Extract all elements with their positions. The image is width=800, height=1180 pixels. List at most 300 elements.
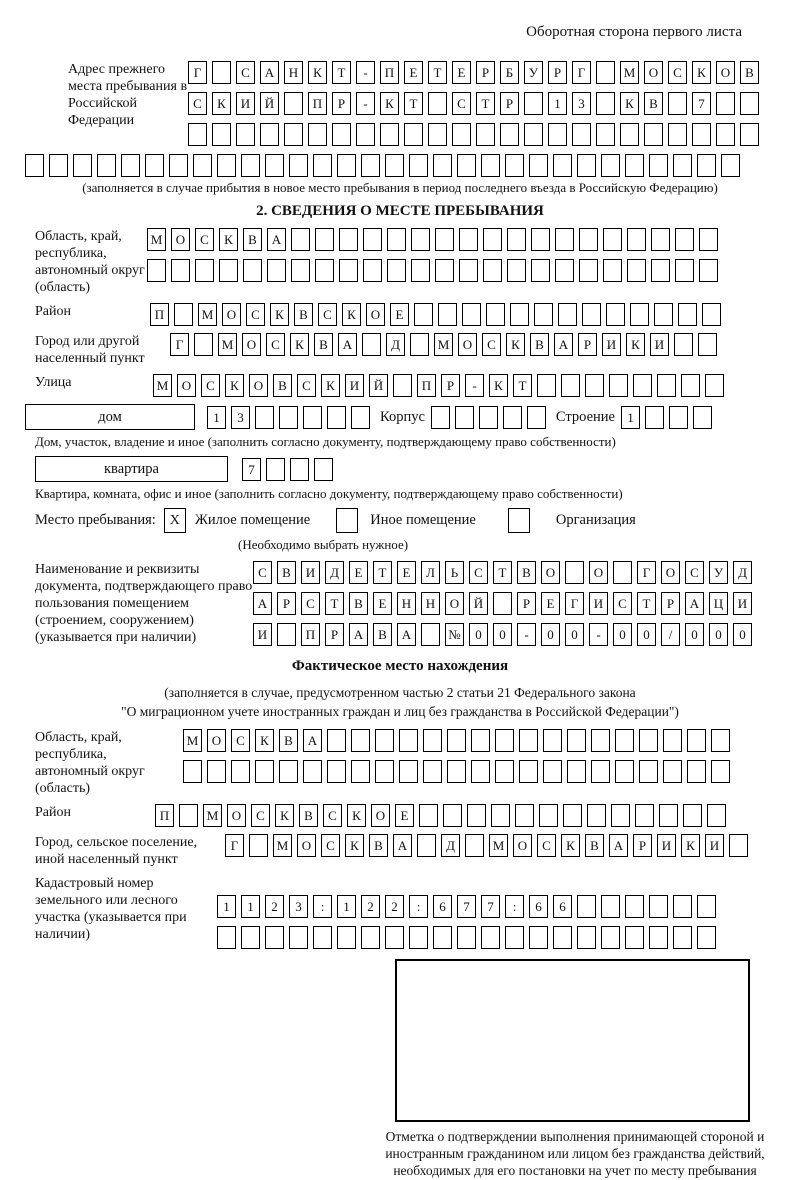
char-cell[interactable]: М bbox=[198, 303, 217, 326]
char-cell[interactable] bbox=[363, 259, 382, 282]
char-cell[interactable] bbox=[639, 760, 658, 783]
char-cell[interactable]: М bbox=[620, 61, 639, 84]
char-cell[interactable] bbox=[702, 303, 721, 326]
char-cell[interactable]: 7 bbox=[457, 895, 476, 918]
char-cell[interactable] bbox=[606, 303, 625, 326]
char-cell[interactable]: А bbox=[609, 834, 628, 857]
char-cell[interactable] bbox=[212, 61, 231, 84]
char-cell[interactable] bbox=[431, 406, 450, 429]
char-cell[interactable] bbox=[596, 92, 615, 115]
char-cell[interactable] bbox=[409, 154, 428, 177]
char-cell[interactable] bbox=[740, 123, 759, 146]
char-cell[interactable] bbox=[327, 760, 346, 783]
char-cell[interactable]: О bbox=[227, 804, 246, 827]
char-cell[interactable]: П bbox=[380, 61, 399, 84]
char-cell[interactable]: О bbox=[589, 561, 608, 584]
char-cell[interactable]: С bbox=[297, 374, 316, 397]
char-cell[interactable]: К bbox=[620, 92, 639, 115]
char-cell[interactable] bbox=[249, 834, 268, 857]
char-cell[interactable]: К bbox=[681, 834, 700, 857]
char-cell[interactable] bbox=[555, 259, 574, 282]
char-cell[interactable] bbox=[674, 333, 693, 356]
char-cell[interactable]: Е bbox=[373, 592, 392, 615]
char-cell[interactable]: К bbox=[212, 92, 231, 115]
char-cell[interactable]: : bbox=[313, 895, 332, 918]
char-cell[interactable] bbox=[649, 895, 668, 918]
char-cell[interactable] bbox=[447, 729, 466, 752]
char-cell[interactable] bbox=[308, 123, 327, 146]
char-cell[interactable] bbox=[625, 154, 644, 177]
char-cell[interactable]: Т bbox=[493, 561, 512, 584]
char-cell[interactable] bbox=[697, 895, 716, 918]
char-cell[interactable] bbox=[414, 303, 433, 326]
char-cell[interactable] bbox=[465, 834, 484, 857]
char-cell[interactable]: 2 bbox=[385, 895, 404, 918]
char-cell[interactable] bbox=[510, 303, 529, 326]
char-cell[interactable]: В bbox=[299, 804, 318, 827]
char-cell[interactable]: А bbox=[397, 623, 416, 646]
char-cell[interactable] bbox=[266, 458, 285, 481]
char-cell[interactable] bbox=[645, 406, 664, 429]
char-cell[interactable]: Т bbox=[513, 374, 532, 397]
char-cell[interactable] bbox=[356, 123, 375, 146]
apartment-type-box[interactable]: квартира bbox=[35, 456, 228, 482]
char-cell[interactable]: 1 bbox=[241, 895, 260, 918]
char-cell[interactable] bbox=[587, 804, 606, 827]
char-cell[interactable] bbox=[25, 154, 44, 177]
char-cell[interactable] bbox=[284, 92, 303, 115]
char-cell[interactable]: С bbox=[301, 592, 320, 615]
char-cell[interactable] bbox=[433, 154, 452, 177]
char-cell[interactable] bbox=[452, 123, 471, 146]
char-cell[interactable] bbox=[289, 926, 308, 949]
char-cell[interactable] bbox=[481, 926, 500, 949]
char-cell[interactable] bbox=[537, 374, 556, 397]
organization-checkbox[interactable] bbox=[508, 508, 530, 533]
char-cell[interactable]: М bbox=[218, 333, 237, 356]
char-cell[interactable] bbox=[265, 926, 284, 949]
char-cell[interactable] bbox=[649, 926, 668, 949]
char-cell[interactable] bbox=[596, 123, 615, 146]
char-cell[interactable] bbox=[558, 303, 577, 326]
char-cell[interactable]: В bbox=[644, 92, 663, 115]
char-cell[interactable] bbox=[555, 228, 574, 251]
char-cell[interactable]: С bbox=[482, 333, 501, 356]
char-cell[interactable] bbox=[561, 374, 580, 397]
char-cell[interactable]: 3 bbox=[572, 92, 591, 115]
char-cell[interactable]: М bbox=[489, 834, 508, 857]
char-cell[interactable] bbox=[219, 259, 238, 282]
char-cell[interactable] bbox=[332, 123, 351, 146]
char-cell[interactable] bbox=[193, 154, 212, 177]
char-cell[interactable]: К bbox=[321, 374, 340, 397]
char-cell[interactable] bbox=[491, 804, 510, 827]
char-cell[interactable]: / bbox=[661, 623, 680, 646]
char-cell[interactable] bbox=[457, 154, 476, 177]
char-cell[interactable] bbox=[476, 123, 495, 146]
char-cell[interactable]: И bbox=[657, 834, 676, 857]
char-cell[interactable]: В bbox=[517, 561, 536, 584]
char-cell[interactable] bbox=[565, 561, 584, 584]
char-cell[interactable] bbox=[387, 259, 406, 282]
char-cell[interactable]: О bbox=[297, 834, 316, 857]
char-cell[interactable] bbox=[290, 458, 309, 481]
char-cell[interactable]: 7 bbox=[242, 458, 261, 481]
char-cell[interactable]: О bbox=[222, 303, 241, 326]
char-cell[interactable] bbox=[539, 804, 558, 827]
char-cell[interactable]: С bbox=[231, 729, 250, 752]
char-cell[interactable]: В bbox=[740, 61, 759, 84]
char-cell[interactable]: М bbox=[183, 729, 202, 752]
char-cell[interactable]: 6 bbox=[433, 895, 452, 918]
char-cell[interactable] bbox=[663, 729, 682, 752]
char-cell[interactable] bbox=[519, 729, 538, 752]
char-cell[interactable]: О bbox=[513, 834, 532, 857]
char-cell[interactable] bbox=[409, 926, 428, 949]
char-cell[interactable]: Р bbox=[332, 92, 351, 115]
char-cell[interactable] bbox=[507, 228, 526, 251]
char-cell[interactable]: С bbox=[236, 61, 255, 84]
char-cell[interactable]: С bbox=[321, 834, 340, 857]
house-type-box[interactable]: дом bbox=[25, 404, 195, 430]
char-cell[interactable]: Р bbox=[277, 592, 296, 615]
char-cell[interactable] bbox=[241, 926, 260, 949]
char-cell[interactable]: И bbox=[253, 623, 272, 646]
char-cell[interactable]: К bbox=[489, 374, 508, 397]
char-cell[interactable] bbox=[681, 374, 700, 397]
char-cell[interactable]: С bbox=[201, 374, 220, 397]
char-cell[interactable]: Й bbox=[469, 592, 488, 615]
char-cell[interactable]: А bbox=[303, 729, 322, 752]
char-cell[interactable]: С bbox=[253, 561, 272, 584]
char-cell[interactable]: Г bbox=[170, 333, 189, 356]
char-cell[interactable]: И bbox=[589, 592, 608, 615]
char-cell[interactable] bbox=[375, 729, 394, 752]
char-cell[interactable]: К bbox=[345, 834, 364, 857]
char-cell[interactable] bbox=[459, 228, 478, 251]
char-cell[interactable]: О bbox=[242, 333, 261, 356]
char-cell[interactable] bbox=[625, 895, 644, 918]
char-cell[interactable] bbox=[503, 406, 522, 429]
char-cell[interactable]: К bbox=[255, 729, 274, 752]
char-cell[interactable] bbox=[313, 154, 332, 177]
char-cell[interactable]: В bbox=[314, 333, 333, 356]
char-cell[interactable] bbox=[603, 259, 622, 282]
char-cell[interactable]: Д bbox=[325, 561, 344, 584]
char-cell[interactable] bbox=[385, 926, 404, 949]
char-cell[interactable] bbox=[548, 123, 567, 146]
char-cell[interactable] bbox=[188, 123, 207, 146]
char-cell[interactable]: Д bbox=[733, 561, 752, 584]
char-cell[interactable]: Р bbox=[633, 834, 652, 857]
char-cell[interactable]: - bbox=[589, 623, 608, 646]
char-cell[interactable] bbox=[417, 834, 436, 857]
char-cell[interactable] bbox=[601, 895, 620, 918]
char-cell[interactable]: А bbox=[393, 834, 412, 857]
char-cell[interactable]: Т bbox=[404, 92, 423, 115]
char-cell[interactable]: П bbox=[150, 303, 169, 326]
char-cell[interactable]: В bbox=[369, 834, 388, 857]
char-cell[interactable] bbox=[673, 895, 692, 918]
char-cell[interactable] bbox=[284, 123, 303, 146]
char-cell[interactable] bbox=[582, 303, 601, 326]
char-cell[interactable] bbox=[577, 895, 596, 918]
char-cell[interactable] bbox=[404, 123, 423, 146]
char-cell[interactable] bbox=[277, 623, 296, 646]
char-cell[interactable]: Г bbox=[188, 61, 207, 84]
char-cell[interactable] bbox=[553, 154, 572, 177]
char-cell[interactable]: С bbox=[537, 834, 556, 857]
char-cell[interactable]: С bbox=[246, 303, 265, 326]
char-cell[interactable] bbox=[351, 760, 370, 783]
char-cell[interactable]: С bbox=[266, 333, 285, 356]
char-cell[interactable]: 0 bbox=[709, 623, 728, 646]
char-cell[interactable] bbox=[147, 259, 166, 282]
other-premise-checkbox[interactable] bbox=[336, 508, 358, 533]
char-cell[interactable] bbox=[255, 406, 274, 429]
char-cell[interactable] bbox=[471, 760, 490, 783]
char-cell[interactable]: Г bbox=[225, 834, 244, 857]
char-cell[interactable] bbox=[411, 259, 430, 282]
char-cell[interactable]: Т bbox=[637, 592, 656, 615]
char-cell[interactable]: 3 bbox=[289, 895, 308, 918]
char-cell[interactable] bbox=[279, 760, 298, 783]
char-cell[interactable] bbox=[121, 154, 140, 177]
char-cell[interactable] bbox=[97, 154, 116, 177]
char-cell[interactable] bbox=[327, 729, 346, 752]
char-cell[interactable]: Е bbox=[395, 804, 414, 827]
char-cell[interactable]: О bbox=[366, 303, 385, 326]
char-cell[interactable] bbox=[697, 154, 716, 177]
char-cell[interactable]: Е bbox=[452, 61, 471, 84]
char-cell[interactable]: О bbox=[207, 729, 226, 752]
char-cell[interactable] bbox=[534, 303, 553, 326]
char-cell[interactable]: К bbox=[506, 333, 525, 356]
char-cell[interactable] bbox=[455, 406, 474, 429]
char-cell[interactable] bbox=[380, 123, 399, 146]
char-cell[interactable] bbox=[505, 154, 524, 177]
char-cell[interactable]: А bbox=[253, 592, 272, 615]
char-cell[interactable]: К bbox=[347, 804, 366, 827]
char-cell[interactable] bbox=[467, 804, 486, 827]
char-cell[interactable] bbox=[289, 154, 308, 177]
char-cell[interactable]: П bbox=[301, 623, 320, 646]
char-cell[interactable] bbox=[543, 760, 562, 783]
char-cell[interactable] bbox=[183, 760, 202, 783]
char-cell[interactable]: В bbox=[585, 834, 604, 857]
char-cell[interactable]: Д bbox=[386, 333, 405, 356]
char-cell[interactable] bbox=[428, 92, 447, 115]
char-cell[interactable]: К bbox=[225, 374, 244, 397]
char-cell[interactable] bbox=[399, 729, 418, 752]
char-cell[interactable]: 6 bbox=[553, 895, 572, 918]
char-cell[interactable] bbox=[339, 228, 358, 251]
char-cell[interactable]: С bbox=[452, 92, 471, 115]
char-cell[interactable] bbox=[486, 303, 505, 326]
char-cell[interactable]: Ц bbox=[709, 592, 728, 615]
char-cell[interactable] bbox=[613, 561, 632, 584]
char-cell[interactable] bbox=[683, 804, 702, 827]
char-cell[interactable]: В bbox=[373, 623, 392, 646]
char-cell[interactable]: И bbox=[733, 592, 752, 615]
char-cell[interactable] bbox=[505, 926, 524, 949]
char-cell[interactable] bbox=[553, 926, 572, 949]
char-cell[interactable]: К bbox=[626, 333, 645, 356]
char-cell[interactable] bbox=[577, 926, 596, 949]
char-cell[interactable] bbox=[639, 729, 658, 752]
char-cell[interactable]: - bbox=[517, 623, 536, 646]
char-cell[interactable] bbox=[625, 926, 644, 949]
char-cell[interactable] bbox=[493, 592, 512, 615]
char-cell[interactable]: 1 bbox=[621, 406, 640, 429]
char-cell[interactable] bbox=[678, 303, 697, 326]
char-cell[interactable] bbox=[315, 228, 334, 251]
char-cell[interactable]: Р bbox=[661, 592, 680, 615]
char-cell[interactable] bbox=[615, 760, 634, 783]
char-cell[interactable] bbox=[483, 228, 502, 251]
char-cell[interactable]: 0 bbox=[613, 623, 632, 646]
char-cell[interactable] bbox=[531, 228, 550, 251]
char-cell[interactable]: П bbox=[308, 92, 327, 115]
char-cell[interactable]: О bbox=[716, 61, 735, 84]
char-cell[interactable] bbox=[699, 228, 718, 251]
char-cell[interactable] bbox=[657, 374, 676, 397]
char-cell[interactable]: Т bbox=[373, 561, 392, 584]
char-cell[interactable]: 0 bbox=[493, 623, 512, 646]
char-cell[interactable] bbox=[217, 154, 236, 177]
char-cell[interactable]: А bbox=[267, 228, 286, 251]
char-cell[interactable]: К bbox=[290, 333, 309, 356]
char-cell[interactable]: Р bbox=[441, 374, 460, 397]
char-cell[interactable]: В bbox=[530, 333, 549, 356]
char-cell[interactable] bbox=[303, 406, 322, 429]
char-cell[interactable] bbox=[438, 303, 457, 326]
char-cell[interactable] bbox=[668, 123, 687, 146]
char-cell[interactable] bbox=[351, 729, 370, 752]
char-cell[interactable] bbox=[699, 259, 718, 282]
char-cell[interactable]: К bbox=[561, 834, 580, 857]
char-cell[interactable]: К bbox=[380, 92, 399, 115]
char-cell[interactable]: С bbox=[188, 92, 207, 115]
char-cell[interactable] bbox=[711, 729, 730, 752]
char-cell[interactable] bbox=[567, 729, 586, 752]
char-cell[interactable]: - bbox=[465, 374, 484, 397]
char-cell[interactable] bbox=[675, 228, 694, 251]
char-cell[interactable] bbox=[399, 760, 418, 783]
char-cell[interactable]: Е bbox=[397, 561, 416, 584]
char-cell[interactable] bbox=[668, 92, 687, 115]
char-cell[interactable]: Н bbox=[397, 592, 416, 615]
char-cell[interactable] bbox=[721, 154, 740, 177]
char-cell[interactable]: М bbox=[147, 228, 166, 251]
char-cell[interactable] bbox=[673, 926, 692, 949]
char-cell[interactable] bbox=[260, 123, 279, 146]
char-cell[interactable]: Р bbox=[578, 333, 597, 356]
char-cell[interactable]: Т bbox=[476, 92, 495, 115]
char-cell[interactable]: Р bbox=[500, 92, 519, 115]
char-cell[interactable] bbox=[241, 154, 260, 177]
char-cell[interactable]: 0 bbox=[685, 623, 704, 646]
char-cell[interactable] bbox=[633, 374, 652, 397]
char-cell[interactable] bbox=[615, 729, 634, 752]
char-cell[interactable] bbox=[716, 92, 735, 115]
char-cell[interactable]: Н bbox=[284, 61, 303, 84]
char-cell[interactable] bbox=[601, 154, 620, 177]
char-cell[interactable] bbox=[692, 123, 711, 146]
char-cell[interactable] bbox=[471, 729, 490, 752]
char-cell[interactable] bbox=[620, 123, 639, 146]
char-cell[interactable]: А bbox=[685, 592, 704, 615]
char-cell[interactable] bbox=[579, 259, 598, 282]
char-cell[interactable] bbox=[375, 760, 394, 783]
char-cell[interactable]: Р bbox=[517, 592, 536, 615]
char-cell[interactable]: 2 bbox=[265, 895, 284, 918]
char-cell[interactable] bbox=[49, 154, 68, 177]
char-cell[interactable] bbox=[577, 154, 596, 177]
char-cell[interactable]: Г bbox=[572, 61, 591, 84]
char-cell[interactable] bbox=[527, 406, 546, 429]
char-cell[interactable] bbox=[515, 804, 534, 827]
char-cell[interactable]: - bbox=[356, 61, 375, 84]
char-cell[interactable] bbox=[495, 729, 514, 752]
char-cell[interactable] bbox=[481, 154, 500, 177]
char-cell[interactable] bbox=[669, 406, 688, 429]
char-cell[interactable] bbox=[673, 154, 692, 177]
char-cell[interactable] bbox=[217, 926, 236, 949]
char-cell[interactable] bbox=[635, 804, 654, 827]
char-cell[interactable]: В bbox=[277, 561, 296, 584]
char-cell[interactable]: Б bbox=[500, 61, 519, 84]
char-cell[interactable]: В bbox=[243, 228, 262, 251]
char-cell[interactable]: С bbox=[613, 592, 632, 615]
char-cell[interactable]: 7 bbox=[481, 895, 500, 918]
char-cell[interactable]: - bbox=[356, 92, 375, 115]
char-cell[interactable] bbox=[443, 804, 462, 827]
char-cell[interactable]: С bbox=[323, 804, 342, 827]
char-cell[interactable]: И bbox=[602, 333, 621, 356]
char-cell[interactable] bbox=[337, 926, 356, 949]
char-cell[interactable] bbox=[313, 926, 332, 949]
char-cell[interactable]: Т bbox=[332, 61, 351, 84]
char-cell[interactable] bbox=[543, 729, 562, 752]
char-cell[interactable] bbox=[500, 123, 519, 146]
char-cell[interactable] bbox=[507, 259, 526, 282]
char-cell[interactable] bbox=[687, 760, 706, 783]
char-cell[interactable]: М bbox=[434, 333, 453, 356]
char-cell[interactable]: П bbox=[155, 804, 174, 827]
char-cell[interactable]: Ь bbox=[445, 561, 464, 584]
char-cell[interactable]: К bbox=[342, 303, 361, 326]
char-cell[interactable] bbox=[729, 834, 748, 857]
char-cell[interactable] bbox=[651, 228, 670, 251]
char-cell[interactable]: 2 bbox=[361, 895, 380, 918]
char-cell[interactable]: Г bbox=[637, 561, 656, 584]
char-cell[interactable]: Е bbox=[404, 61, 423, 84]
char-cell[interactable] bbox=[174, 303, 193, 326]
char-cell[interactable]: 0 bbox=[541, 623, 560, 646]
char-cell[interactable] bbox=[171, 259, 190, 282]
char-cell[interactable] bbox=[363, 228, 382, 251]
char-cell[interactable] bbox=[433, 926, 452, 949]
char-cell[interactable] bbox=[410, 333, 429, 356]
char-cell[interactable]: 0 bbox=[733, 623, 752, 646]
char-cell[interactable] bbox=[435, 228, 454, 251]
char-cell[interactable]: У bbox=[524, 61, 543, 84]
char-cell[interactable] bbox=[524, 123, 543, 146]
char-cell[interactable]: О bbox=[371, 804, 390, 827]
char-cell[interactable] bbox=[459, 259, 478, 282]
char-cell[interactable] bbox=[267, 259, 286, 282]
